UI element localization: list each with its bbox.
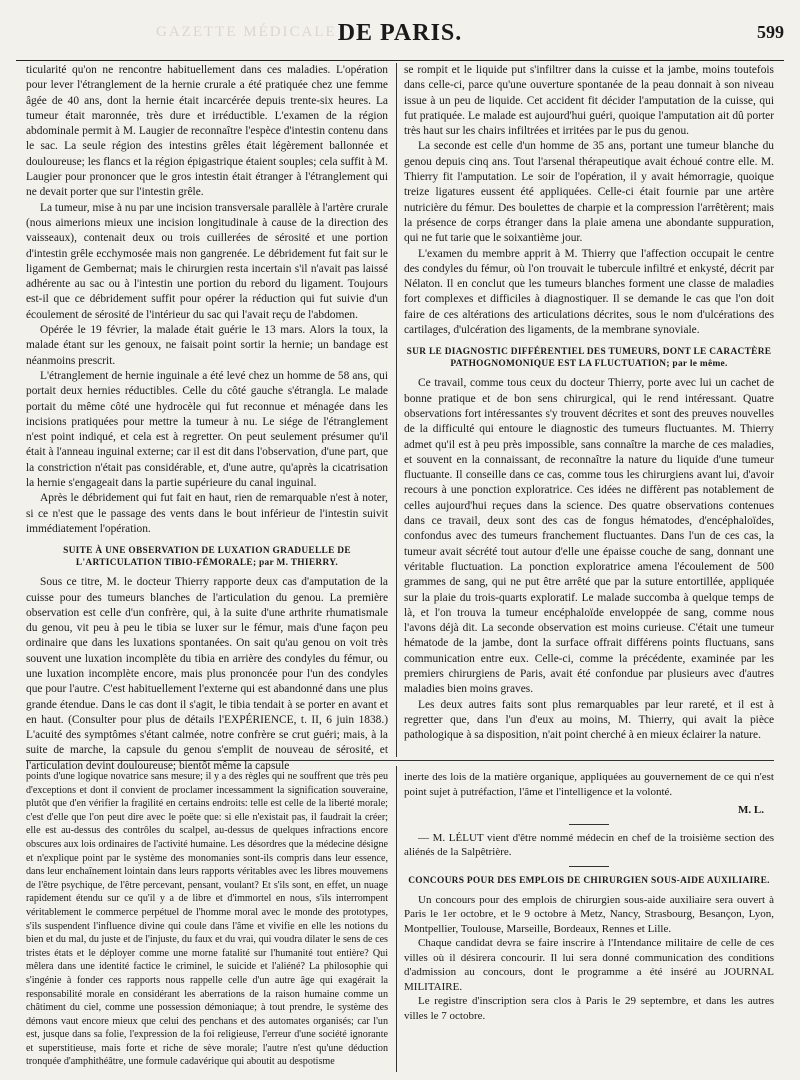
feuilleton-column-divider xyxy=(396,766,397,1072)
section-title-diagnostic: SUR LE DIAGNOSTIC DIFFÉRENTIEL DES TUMEURS, DONT LE CARACTÈRE PATHOGNOMONIQUE EST LA FLUCTUATION; par le même. xyxy=(406,347,772,370)
article-paragraph: La seconde est celle d'un homme de 35 ans, portant une tumeur blanche du genou depuis cinq ans. Tout l'arsenal thérapeutique avait échoué contre elle. M. Thierry fit l'amputation. Le soir de l'opération, il y avait hémorragie, quoique treize ligatures eussent été appliquées. Celle-ci était fournie par une artère nutricière du fémur. Des boulettes de charpie et la compression l'arrêtèrent; mais la présence de corps étranger dans la plaie amena une abondante suppuration, qui ne fut tarie que le soixantième jour. xyxy=(404,140,774,245)
article-paragraph: Les deux autres faits sont plus remarquables par leur rareté, et il est à regretter que, dans l'un d'eux au moins, M. Thierry, qui avait la pièce pathologique à sa disposition, n'ait point cherché à en mieux éclairer la nature. xyxy=(404,698,774,742)
article-paragraph: L'étranglement de hernie inguinale a été levé chez un homme de 58 ans, qui portait deux hernies réductibles. Celle du côté gauche s'étrangla. Le malade portait du même côté une hydrocèle qui fut reconnue et ménagée dans les incisions pratiquées pour mettre la tumeur à nu. Le siége de l'étranglement n'est point indiqué, et cela est à regretter. On peut seulement présumer qu'il était à l'anneau inguinal externe; car il est dit dans l'observation, d'une part, que la constriction n'était pas considérable, et, d'une autre, qu'après la cicatrisation la hernie s'engageait dans la partie supérieure du canal inguinal. xyxy=(26,369,388,490)
article-paragraph: La tumeur, mise à nu par une incision transversale parallèle à l'artère crurale (nous aimerions mieux une incision longitudinale à cause de la direction des vaisseaux), contenait deux ou trois cuillerées de sérosité et une portion d'intestin grêle ecchymosée mais non gangrenée. Le débridement fut fait sur le ligament de Gembernat; mais le chirurgien resta incertain s'il n'avait pas laissé adhérente au sac ou à l'intestin une portion du rebord du ligament. Toujours est-il que ce débridement suffit pour opérer la réduction qui fut suivie d'un écoulement de sérosité de l'intérieur du sac qui l'avait reçu de l'abdomen. xyxy=(26,201,388,321)
section-title-concours: CONCOURS POUR DES EMPLOIS DE CHIRURGIEN SOUS-AIDE AUXILIAIRE. xyxy=(408,875,770,886)
article-paragraph: Ce travail, comme tous ceux du docteur Thierry, porte avec lui un cachet de bonne pratique et de bon sens chirurgical, qui le rend intéressant. Quatre observations fort intéressantes s'y trouvent décrites et sont des preuves nouvelles de la difficulté qui entoure le diagnostic des tumeurs fluctuantes. M. Thierry admet qu'il est à peu près impossible, sans connaître la marche de ces maladies, et souvent en la connaissant, de reconnaître la nature du liquide d'une tumeur fluctuante. Il conseille dans ce cas, comme tous les chirurgiens avant lui, d'avoir recours à une ponction exploratrice. Ces idées ne diffèrent pas notablement de celles aujourd'hui reçues dans la science. Des quatre observations contenues dans ce travail, deux sont des cas de fongus hématodes, d'encéphaloïdes, confondus avec des tumeurs franchement fluctuantes. Dans l'un de ces cas, la tumeur avait sécrété tout autour d'elle une épaisse couche de sang, donnant une véritable fluctuation. La ponction exploratrice amena l'écoulement de 500 grammes de sang, qui ne put être arrêté que par la suture entortillée, appliquée sur la plaie du trois-quarts exploratif. Le malade succomba à quelque temps de là, et l'on trouva la tumeur encéphaloïde enveloppée de sang, comme nous l'avons déjà dit. La seconde observation est moins curieuse. C'était une tumeur hématode de la jambe, dont la surface offrait différens points fluctuans, sans communication entre eux. Celle-ci, comme la précédente, examinée par les premiers chirurgiens de Paris, avait été confondue par plusieurs avec d'autres maladies bien moins graves. xyxy=(404,377,774,696)
page-number: 599 xyxy=(757,22,784,42)
feuilleton-paragraph: points d'une logique novatrice sans mesure; il y a des règles qui ne souffrent que très peu d'exceptions et dont il convient de proclamer incessamment la signification souveraine, plutôt que d'en vérifier la fragilité en certains endroits: telle est celle de la liberté morale; c'est d'elle que l'on peut dire avec le poëte que: si elle n'existait pas, il faudrait la créer; elle est au-dessus des contrôles du scalpel, au-dessus de quelques infractions encore obscures aux lois ordinaires de l'activité humaine. Les désordres que la médecine désigne et n'explique point par le système des monomanies sont-ils compris dans leur essence, dans leur enchaînement lointain dans leurs rapports véritables avec les libres mouvemens de l'être psychique, de l'être percevant, pensant, voulant? Et s'ils sont, en effet, un nuage rapidement étendu sur ce qu'il y a de libre et d'immortel en nous, s'ils interrompent véritablement le commerce perpétuel de l'homme moral avec le monde des prototypes, s'ils suspendent l'influence divine qui coule dans l'âme et vivifie en elle les notions du bien et du mal, du juste et de l'injuste, du faux et du vrai, qui voudra dilater le sens de ces tristes états et le déployer comme une morne fatalité sur l'humanité tout entière? Qui mêlera dans une identité factice le criminel, le suicide et l'aliéné? La philosophie qui s'ingénie à fonder ces rapports nous rappelle celle d'un autre âge qui exagérait la responsabilité morale en considérant les aberrations de la raison humaine comme un châtiment du ciel, comme une possession démoniaque; à tout prendre, le système des démons vaut encore mieux que celui des penchans et des automates organisés; car l'un est, jusque dans sa folie, l'expression de la foi religieuse, l'erreur d'une société ignorante et superstitieuse, mais forte et riche de sève morale; l'autre n'est qu'une déduction tronquée d'amphithéâtre, une formule cadavérique qui aboutit au despotisme xyxy=(26,771,388,1068)
article-paragraph: ticularité qu'on ne rencontre habituellement dans ces maladies. L'opération pour lever l'étranglement de la hernie crurale a été pratiquée chez une femme âgée de 40 ans, dont la hernie était incarcérée depuis trente-six heures. La tumeur était maronnée, très dure et irréductible. L'examen de la région abdominale permit à M. Laugier de reconnaître l'espèce d'intestin contenu dans le sac. La seule région des intestins grêles était légèrement ballonnée et douloureuse; les flancs et la région épigastrique étaient souples; cela suffit à M. Laugier pour prononcer que le gros intestin était étranger à l'étranglement qui ne devait porter que sur l'intestin grêle. xyxy=(26,64,388,199)
article-paragraph: Sous ce titre, M. le docteur Thierry rapporte deux cas d'amputation de la cuisse pour des tumeurs blanches de l'articulation du genou. La première observation est celle d'un confrère, qui, à la suite d'une arthrite rhumatismale du genou, vit peu à peu le tibia se luxer sur le fémur, mais d'une façon peu ordinaire que dans les luxations spontanées. On sait qu'au genou on voit très souvent une luxation incomplète du tibia en arrière des condyles du fémur, ou une luxation incomplète encore, mais plus prononcée pour l'un des condyles que pour l'autre. C'est habituellement l'externe qui est abandonné dans une plus grande étendue. Dans le cas dont il s'agit, le tibia tendait à se porter en avant et en haut. (Consulter pour plus de détails l'EXPÉRIENCE, t. II, 6 juin 1838.) L'acuité des symptômes s'étant calmée, notre confrère se crut guéri; mais, à la suite de marche, la capsule du genou s'emplit de nouveau de sérosité, et l'articulation devint douloureuse; bientôt même la capsule xyxy=(26,576,388,772)
article-paragraph: se rompit et le liquide put s'infiltrer dans la cuisse et la jambe, moins toutefois dans celle-ci, parce qu'une ouverture spontanée de la peau donnait à son niveau issue à un peu de liquide. Cet accident fit décider l'amputation de la cuisse, qui fut pratiquée. Le malade est aujourd'hui guéri, quoique l'amputation ait dû porter très haut sur les chairs infiltrées et irritées par le pus du genou. xyxy=(404,64,774,138)
bleed-through-masthead: GAZETTE MÉDICALE xyxy=(156,24,337,40)
author-signature: M. L. xyxy=(738,804,764,816)
article-paragraph: L'examen du membre apprit à M. Thierry que l'affection occupait le centre des condyles du fémur, où l'on trouvait le tubercule infiltré et enkysté, décrit par Nélaton. Il en conclut que les tumeurs blanches forment une classe de maladies fort complexes et difficiles à diagnostiquer. Il se demande le cas que l'on doit faire de ces altérations des articulations décrites, sous le nom d'ulcérations des cartilages, d'ulcération des ligaments, de la membrane synoviale. xyxy=(404,247,774,337)
separator-rule xyxy=(569,824,609,825)
feuilleton-right-column xyxy=(404,770,774,1070)
separator-rule xyxy=(569,866,609,867)
feuilleton-rule xyxy=(26,760,774,761)
article-paragraph: Après le débridement qui fut fait en haut, rien de remarquable n'est à noter, si ce n'est que le passage des vents dans le bout inférieur de l'intestin suivit immédiatement l'opération. xyxy=(26,492,388,535)
header-rule xyxy=(16,60,784,61)
concours-paragraph: Un concours pour des emplois de chirurgien sous-aide auxiliaire sera ouvert à Paris le 1er octobre, et le 9 octobre à Metz, Nancy, Strasbourg, Besançon, Lyon, Montpellier, Toulouse, Marseille, Bordeaux, Rennes et Lille. xyxy=(404,893,774,935)
masthead-title: DE PARIS. xyxy=(337,20,463,46)
feuilleton-paragraph: inerte des lois de la matière organique, appliquées au gouvernement de ce qui n'est point sujet à putréfaction, l'âme et l'intelligence et la volonté. xyxy=(404,771,774,798)
concours-paragraph: Chaque candidat devra se faire inscrire à l'Intendance militaire de celle de ces villes où il désirera concourir. Il lui sera donné communication des conditions d'admission au concours, dont le programme a été inséré au JOURNAL MILITAIRE. xyxy=(404,937,774,993)
left-column xyxy=(26,63,388,772)
page-header xyxy=(16,16,784,56)
feuilleton-left-column xyxy=(26,770,388,1076)
concours-paragraph: Le registre d'inscription sera clos à Paris le 29 septembre, et dans les autres villes le 7 octobre. xyxy=(404,995,774,1022)
column-divider xyxy=(396,63,397,757)
article-paragraph: Opérée le 19 février, la malade était guérie le 13 mars. Alors la toux, la malade étant sur les genoux, ne faisait point sortir la hernie; un bandage est néanmoins prescrit. xyxy=(26,324,388,367)
right-column xyxy=(404,63,774,756)
section-title-luxation: SUITE À UNE OBSERVATION DE LUXATION GRADUELLE DE L'ARTICULATION TIBIO-FÉMORALE; par M. THIERRY. xyxy=(63,546,351,569)
news-paragraph: — M. LÉLUT vient d'être nommé médecin en chef de la troisième section des aliénés de la Salpêtrière. xyxy=(404,831,774,858)
